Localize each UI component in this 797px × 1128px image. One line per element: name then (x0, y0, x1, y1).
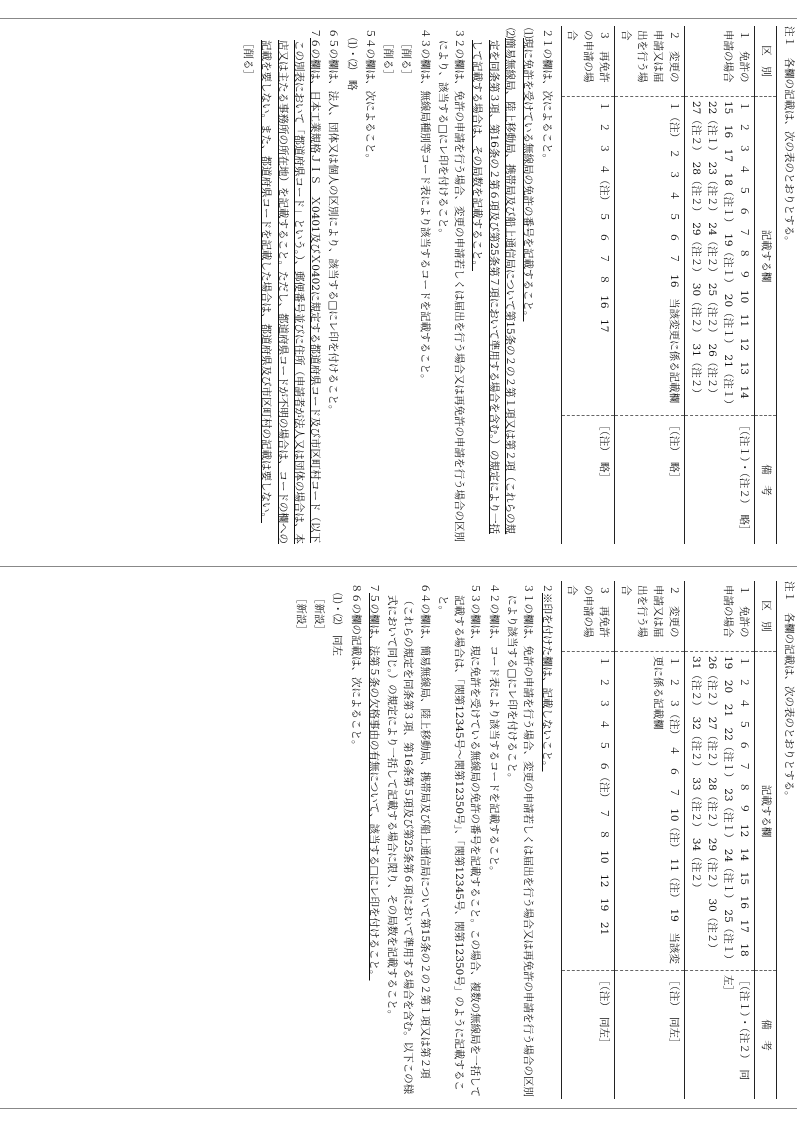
bottom-record-table (561, 581, 777, 1099)
bottom-heading: 注１ 各欄の記載は、次の表のとおりとする。 (783, 581, 795, 802)
top-heading: 注１ 各欄の記載は、次の表のとおりとする。 (783, 26, 795, 247)
row-kisai: １ ２ ３ ４ ５ ６（注） ７ ８ 10 12 19 21 (561, 652, 615, 971)
row-kubun: ３ 再免許の申請の場合 (561, 26, 615, 97)
table-row (685, 26, 755, 544)
row-kisai: １ ２ ３（注） ４ ６ ７ 10（注） 11（注） 19 当該変更に係る記載欄 (615, 652, 685, 971)
table-header-row (755, 26, 776, 544)
top-rule (0, 18, 797, 19)
note-item: ［新設］ (313, 593, 326, 635)
header-biko: 備 考 (755, 416, 776, 545)
table-row (561, 26, 615, 544)
row-kisai: １ ２ ３ ４ ５ ６ ７ ８ ９ 10 11 12 13 14 15 16 17 18（注１） 19（注１） 20（注１） 21（注１） 22（注１） 23（注２） 24（注２） 25（注２） 26（注２） 27（注２） 28（注２） 29（注２） 30（注２） 31（注２） (685, 97, 755, 416)
header-kisai: 記載する欄 (755, 652, 776, 971)
row-kisai: １ ２ ３ ４（注） ５ ６ ７ ８ 16 17 (561, 97, 615, 416)
table-row (685, 581, 755, 1099)
row-biko: ［（注） 略］ (561, 416, 615, 545)
note-item: ⑴・⑵ 同左 (331, 593, 344, 656)
bottom-section (17, 575, 797, 1105)
note-item: ４２の欄は、コード表により該当するコードを記載すること。 (487, 583, 500, 877)
note-item: ［削る］ (400, 38, 413, 80)
note-item: ７５の欄は、法第５条の欠格事由の有無について、該当する□にレ印を付けること。 (367, 583, 380, 981)
row-biko: ［（注） 略］ (615, 416, 685, 545)
note-item: ［削る］ (382, 38, 395, 80)
header-kisai: 記載する欄 (755, 97, 776, 416)
table-header-row (755, 581, 776, 1099)
note-item: ３２の欄は、免許の申請を行う場合、変更の申請若しくは届出を行う場合又は再免許の申請を行う場合の区別により、該当する□にレ印を付けること。 (436, 28, 466, 542)
row-biko: ［（注１）・（注２） 略］ (685, 416, 755, 545)
bottom-rule (0, 1108, 797, 1109)
note-item: ［新設］ (294, 593, 307, 635)
row-kisai: １（注） ２ ３ ４ ５ ６ ７ 16 当該変更に係る記載欄 (615, 97, 685, 416)
table-row (615, 26, 685, 544)
table-row (561, 581, 615, 1099)
note-item: ２１の欄は、次によること。 (540, 28, 553, 164)
row-biko: ［（注） 同左］ (561, 971, 615, 1100)
row-kubun: ２ 変更の申請又は届出を行う場合 (615, 581, 685, 652)
note-item: ４３の欄は、無線局種別等コード表により該当するコードを記載すること。 (418, 28, 431, 385)
bottom-notes (293, 581, 555, 1099)
top-notes (240, 26, 555, 544)
middle-rule (0, 566, 797, 567)
top-section (17, 20, 797, 550)
note-item: ６５の欄は、法人、団体又は個人の区別により、該当する□にレ印を付けること。 (327, 28, 340, 416)
note-item: ７６の欄は、日本工業規格ＪＩＳ Ｘ0401及びＸ0402に規定する都道府県コード及び市区町村コード（以下この別表において「都道府県コード」という。）、郵便番号並びに住所（申請者が法人又は団体の場合は、本店又は主たる事務所の所在地）を記載すること。ただし、都道府県コードが不明の場合は、コードの欄への記載を要しない。また、都道府県コードを記載した場合は、都道府県及び市区町村の記載は要しない。 (260, 28, 322, 544)
row-kubun: ２ 変更の申請又は届出を行う場合 (615, 26, 685, 97)
note-item: ⑴現に免許を受けている無線局の免許の番号を記載すること。 (522, 28, 535, 322)
header-kubun: 区 別 (755, 581, 776, 652)
note-item: ⑴・⑵ 略 (345, 38, 358, 91)
table-row (615, 581, 685, 1099)
header-biko: 備 考 (755, 971, 776, 1100)
row-kubun: １ 免許の申請の場合 (685, 581, 755, 652)
row-biko: ［（注１）・（注２） 同左］ (685, 971, 755, 1100)
header-kubun: 区 別 (755, 26, 776, 97)
note-item: ３１の欄は、免許の申請を行う場合、変更の申請若しくは届出を行う場合又は再免許の申請を行う場合の区別により該当する□にレ印を付けること。 (506, 583, 535, 1097)
note-item: ２※印を付けた欄は、記載しないこと。 (540, 583, 553, 772)
row-biko: ［（注） 同左］ (615, 971, 685, 1100)
row-kisai: １ ２ ４ ５ ６ ７ ８ ９ 12 14 15 16 17 18 19 20 21 22（注１） 23（注１） 24（注１） 25（注１） 26（注２） 27（注２） 28（注２） 29（注２） 30（注２） 31（注２） 32（注２） 33（注２） 34（注２） (685, 652, 755, 971)
top-record-table (561, 26, 777, 544)
note-item: ［削る］ (242, 38, 255, 80)
note-item: ５４の欄は、次によること。 (363, 28, 376, 164)
row-kubun: １ 免許の申請の場合 (685, 26, 755, 97)
note-item: ５３の欄は、現に免許を受けている無線局の免許の番号を記載すること。この場合、複数の無線局を一括して記載する場合は、「関第12345号～関第12350号」、「関第12345号、関第12350号」のように記載すること。 (436, 583, 482, 1097)
note-item: ８６の欄の記載は、次によること。 (349, 583, 362, 751)
row-kubun: ３ 再免許の申請の場合 (561, 581, 615, 652)
note-item: ⑵簡易無線局、陸上移動局、携帯局及び船上通信局について第15条の２の２第１項又は第２項（これらの規定を同条第３項、第16条の２第６項及び第25条第７項において準用する場合を含む。）の規定により一括して記載する場合は、その局数を記載すること。 (471, 28, 517, 535)
note-item: ６４の欄は、簡易無線局、陸上移動局、携帯局及び船上通信局について第15条の２の２第１項又は第２項（これらの規定を同条第３項、第16条第５項及び第25条第６項において準用する場合を含む。以下この様式において同じ。）の規定により一括して記載する場合に限り、その局数を記載すること。 (386, 583, 431, 1095)
